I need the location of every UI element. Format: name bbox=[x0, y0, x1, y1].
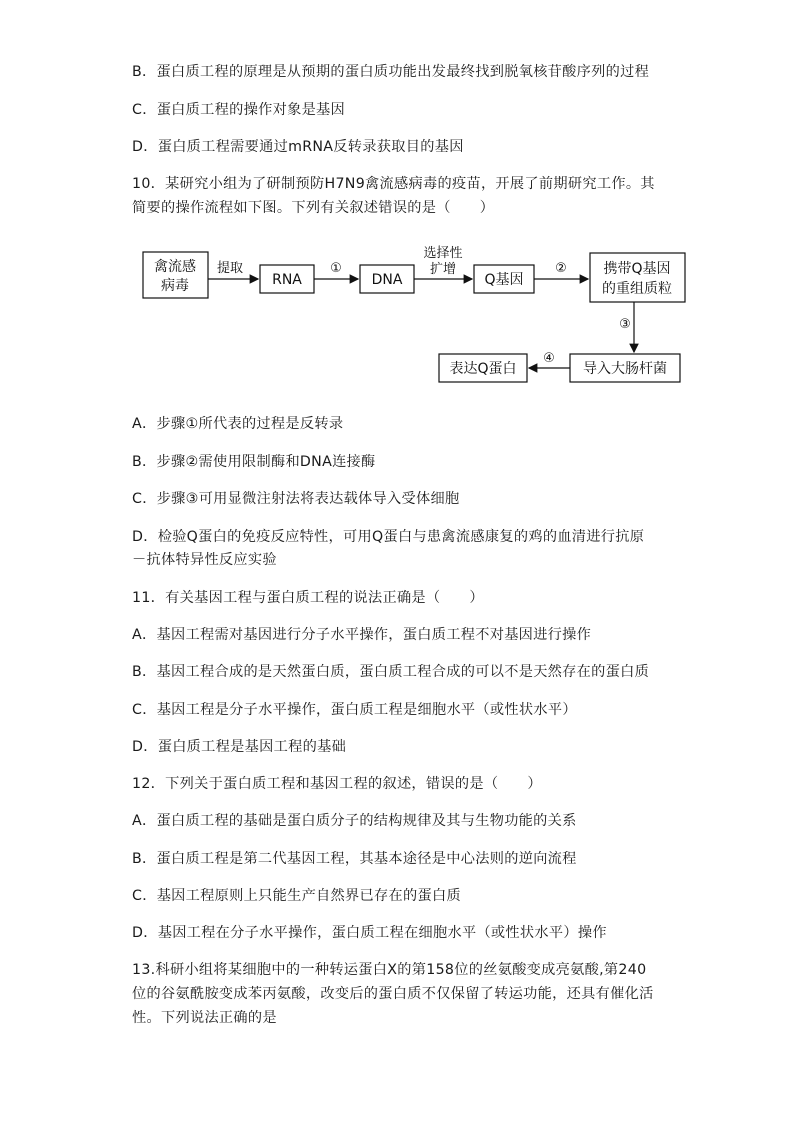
virus-label-1: 禽流感 bbox=[154, 259, 196, 275]
q11-option-b: B．基因工程合成的是天然蛋白质，蛋白质工程合成的可以不是天然存在的蛋白质 bbox=[132, 664, 650, 680]
dna-label: DNA bbox=[371, 272, 403, 288]
step2-label: ② bbox=[555, 261, 567, 276]
qprotein-label: 表达Q蛋白 bbox=[449, 361, 517, 377]
q10-option-d-2: －抗体特异性反应实验 bbox=[132, 552, 277, 568]
q10-option-a: A．步骤①所代表的过程是反转录 bbox=[132, 416, 344, 432]
rna-label: RNA bbox=[272, 272, 302, 288]
option-d-line: D．蛋白质工程需要通过mRNA反转录获取目的基因 bbox=[132, 139, 464, 155]
flowchart-diagram bbox=[0, 0, 794, 400]
step4-label: ④ bbox=[543, 351, 555, 366]
question-12-stem: 12．下列关于蛋白质工程和基因工程的叙述，错误的是（ ） bbox=[132, 776, 542, 792]
question-10-stem-1: 10．某研究小组为了研制预防H7N9禽流感病毒的疫苗，开展了前期研究工作。其 bbox=[132, 176, 655, 192]
plasmid-label-2: 的重组质粒 bbox=[602, 281, 672, 297]
option-c-line: C．蛋白质工程的操作对象是基因 bbox=[132, 102, 346, 118]
option-b-line: B．蛋白质工程的原理是从预期的蛋白质功能出发最终找到脱氧核苷酸序列的过程 bbox=[132, 64, 650, 80]
virus-label-2: 病毒 bbox=[161, 278, 189, 294]
plasmid-label-1: 携带Q基因 bbox=[603, 261, 671, 277]
amplify-label-1: 选择性 bbox=[423, 246, 463, 261]
question-13-stem-2: 位的谷氨酰胺变成苯丙氨酸，改变后的蛋白质不仅保留了转运功能，还具有催化活 bbox=[132, 986, 654, 1002]
ecoli-label: 导入大肠杆菌 bbox=[583, 361, 667, 377]
q12-option-a: A．蛋白质工程的基础是蛋白质分子的结构规律及其与生物功能的关系 bbox=[132, 813, 577, 829]
step3-label: ③ bbox=[619, 317, 631, 332]
q11-option-c: C．基因工程是分子水平操作，蛋白质工程是细胞水平（或性状水平） bbox=[132, 702, 577, 718]
amplify-label-2: 扩增 bbox=[429, 262, 457, 277]
q10-option-d-1: D．检验Q蛋白的免疫反应特性，可用Q蛋白与患禽流感康复的鸡的血清进行抗原 bbox=[132, 529, 645, 545]
step1-label: ① bbox=[330, 261, 342, 276]
q10-option-b: B．步骤②需使用限制酶和DNA连接酶 bbox=[132, 454, 376, 470]
extract-label: 提取 bbox=[216, 261, 244, 276]
q10-option-c: C．步骤③可用显微注射法将表达载体导入受体细胞 bbox=[132, 491, 460, 507]
q12-option-b: B．蛋白质工程是第二代基因工程，其基本途径是中心法则的逆向流程 bbox=[132, 851, 577, 867]
question-13-stem-3: 性。下列说法正确的是 bbox=[132, 1010, 277, 1026]
question-10-stem-2: 简要的操作流程如下图。下列有关叙述错误的是（ ） bbox=[132, 200, 495, 216]
question-13-stem-1: 13.科研小组将某细胞中的一种转运蛋白X的第158位的丝氨酸变成亮氨酸,第240 bbox=[132, 962, 647, 978]
q11-option-a: A．基因工程需对基因进行分子水平操作，蛋白质工程不对基因进行操作 bbox=[132, 627, 592, 643]
qgene-label: Q基因 bbox=[484, 272, 524, 288]
q12-option-d: D．基因工程在分子水平操作，蛋白质工程在细胞水平（或性状水平）操作 bbox=[132, 925, 607, 941]
question-11-stem: 11．有关基因工程与蛋白质工程的说法正确是（ ） bbox=[132, 590, 484, 606]
q11-option-d: D．蛋白质工程是基因工程的基础 bbox=[132, 739, 347, 755]
q12-option-c: C．基因工程原则上只能生产自然界已存在的蛋白质 bbox=[132, 888, 461, 904]
